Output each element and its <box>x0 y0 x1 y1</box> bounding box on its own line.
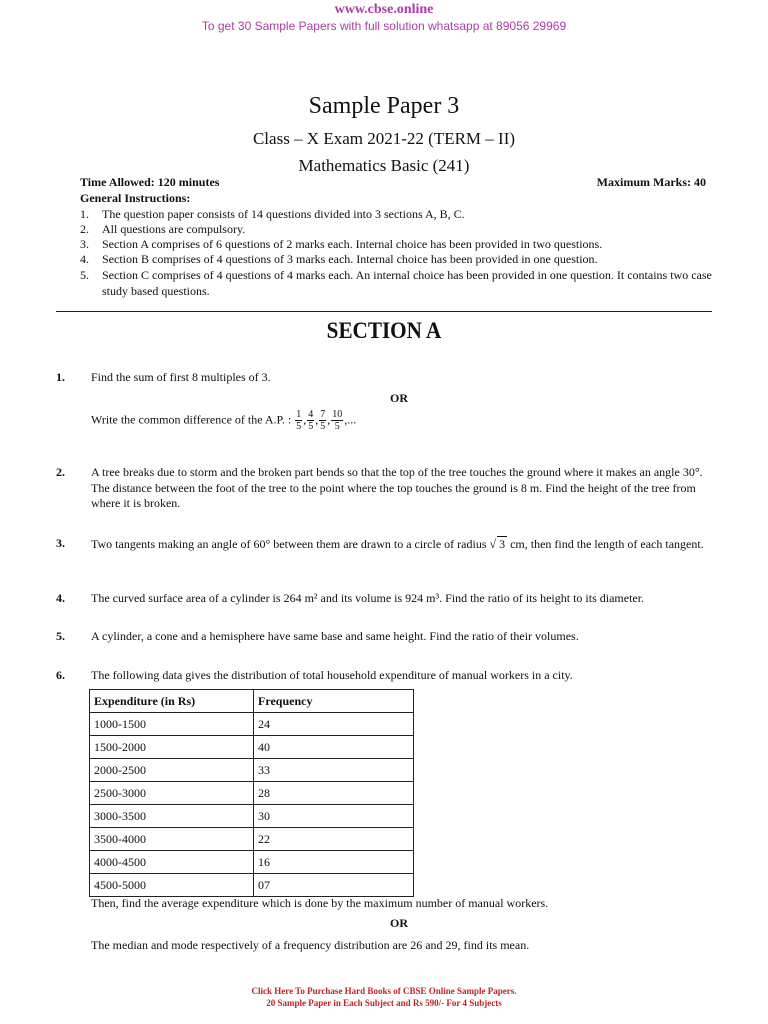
instruction-text: Section A comprises of 6 questions of 2 marks each. Internal choice has been provided in two questions. <box>102 237 603 251</box>
table-cell: 4000-4500 <box>90 851 254 874</box>
question-text: A cylinder, a cone and a hemisphere have same base and same height. Find the ratio of their volumes. <box>91 629 579 643</box>
question-number: 5. <box>56 629 65 643</box>
table-row <box>90 851 414 874</box>
question-number: 4. <box>56 591 65 605</box>
table-row <box>90 782 414 805</box>
table-cell: 3000-3500 <box>90 805 254 828</box>
instruction-number: 2. <box>80 222 89 236</box>
table-row <box>90 805 414 828</box>
instruction-text: The question paper consists of 14 questions divided into 3 sections A, B, C. <box>102 207 465 221</box>
question-number: 2. <box>56 465 65 479</box>
question-number: 1. <box>56 370 65 384</box>
table-cell: 16 <box>254 851 414 874</box>
table-cell: 2500-3000 <box>90 782 254 805</box>
divider-rule <box>56 311 712 312</box>
whatsapp-promo-text: To get 30 Sample Papers with full solution whatsapp at 89056 29969 <box>201 19 567 33</box>
table-cell: 22 <box>254 828 414 851</box>
table-cell: 2000-2500 <box>90 759 254 782</box>
paper-title: Sample Paper 3 <box>308 93 460 119</box>
table-cell: 24 <box>254 713 414 736</box>
expenditure-table <box>89 689 414 897</box>
instruction-item <box>80 207 712 223</box>
table-row <box>90 759 414 782</box>
table-cell: 1500-2000 <box>90 736 254 759</box>
question-text: Two tangents making an angle of 60° between them are drawn to a circle of radius √ 3 cm, then find the length of each tangent. <box>91 537 704 551</box>
table-cell: 33 <box>254 759 414 782</box>
table-cell: 4500-5000 <box>90 874 254 897</box>
pricing-text: 20 Sample Paper in Each Subject and Rs 590/- For 4 Subjects <box>266 998 502 1008</box>
section-heading: SECTION A <box>326 318 442 343</box>
instruction-item <box>80 268 712 299</box>
column-header: Expenditure (in Rs) <box>90 690 254 713</box>
column-header: Frequency <box>254 690 414 713</box>
question-number: 6. <box>56 668 65 682</box>
table-cell: 07 <box>254 874 414 897</box>
or-label: OR <box>390 916 408 930</box>
subject-line: Mathematics Basic (241) <box>298 156 470 175</box>
instruction-number: 3. <box>80 237 89 251</box>
table-row <box>90 736 414 759</box>
ap-suffix: ,... <box>344 412 357 427</box>
instruction-item <box>80 237 712 253</box>
instruction-number: 1. <box>80 207 89 221</box>
question-number: 3. <box>56 536 65 550</box>
sqrt-symbol: √ <box>489 537 497 551</box>
question-alt-text: The median and mode respectively of a frequency distribution are 26 and 29, find its mean. <box>91 938 530 952</box>
table-cell: 28 <box>254 782 414 805</box>
ap-fraction: $\frac{10}{5}$ <box>332 409 343 432</box>
question-alt-text: Write the common difference of the A.P. : $\frac{1}{5}$ , $\frac{4}{5}$ , $\frac{7}{5}$ , $\frac{10}{5}$ ,... <box>91 409 357 432</box>
question-text: The following data gives the distribution of total household expenditure of manual workers in a city. <box>91 668 573 682</box>
instruction-text: All questions are compulsory. <box>102 222 246 236</box>
or-label: OR <box>390 391 408 405</box>
instruction-number: 5. <box>80 268 89 282</box>
instructions-heading: General Instructions: <box>80 191 191 205</box>
instruction-item <box>80 252 712 268</box>
ap-fraction: $\frac{7}{5}$ <box>320 409 326 432</box>
purchase-link[interactable]: Click Here To Purchase Hard Books of CBSE Online Sample Papers. <box>251 986 517 996</box>
site-link[interactable]: www.cbse.online <box>334 2 434 17</box>
table-cell: 40 <box>254 736 414 759</box>
question-text: Find the sum of first 8 multiples of 3. <box>91 370 271 384</box>
time-allowed: Time Allowed: 120 minutes <box>80 175 220 189</box>
question-followup-text: Then, find the average expenditure which is done by the maximum number of manual workers. <box>91 896 549 910</box>
table-cell: 30 <box>254 805 414 828</box>
max-marks: Maximum Marks: 40 <box>596 175 706 189</box>
table-row <box>90 874 414 897</box>
ap-fraction: $\frac{1}{5}$ <box>296 409 302 432</box>
question-text: A tree breaks due to storm and the broken part bends so that the top of the tree touches the ground where it makes an angle 30°. The distance between the foot of the tree to the point where the top touches the ground is 8 m. Find the height of the tree from where it is broken. <box>91 465 703 510</box>
instruction-text: Section C comprises of 4 questions of 4 marks each. An internal choice has been provided in one question. It contains two case study based questions. <box>102 268 712 298</box>
table-row <box>90 828 414 851</box>
question-text: The curved surface area of a cylinder is 264 m² and its volume is 924 m³. Find the ratio of its height to its diameter. <box>91 591 645 605</box>
table-row <box>90 713 414 736</box>
ap-prefix: Write the common difference of the A.P. : <box>91 412 292 427</box>
table-cell: 1000-1500 <box>90 713 254 736</box>
table-header-row <box>90 690 414 713</box>
radius-value: 3 <box>499 537 506 551</box>
table-cell: 3500-4000 <box>90 828 254 851</box>
ap-fraction: $\frac{4}{5}$ <box>308 409 314 432</box>
instruction-number: 4. <box>80 252 89 266</box>
class-line: Class – X Exam 2021-22 (TERM – II) <box>252 129 516 148</box>
instruction-item <box>80 222 712 238</box>
instruction-text: Section B comprises of 4 questions of 3 marks each. Internal choice has been provided in one question. <box>102 252 598 266</box>
